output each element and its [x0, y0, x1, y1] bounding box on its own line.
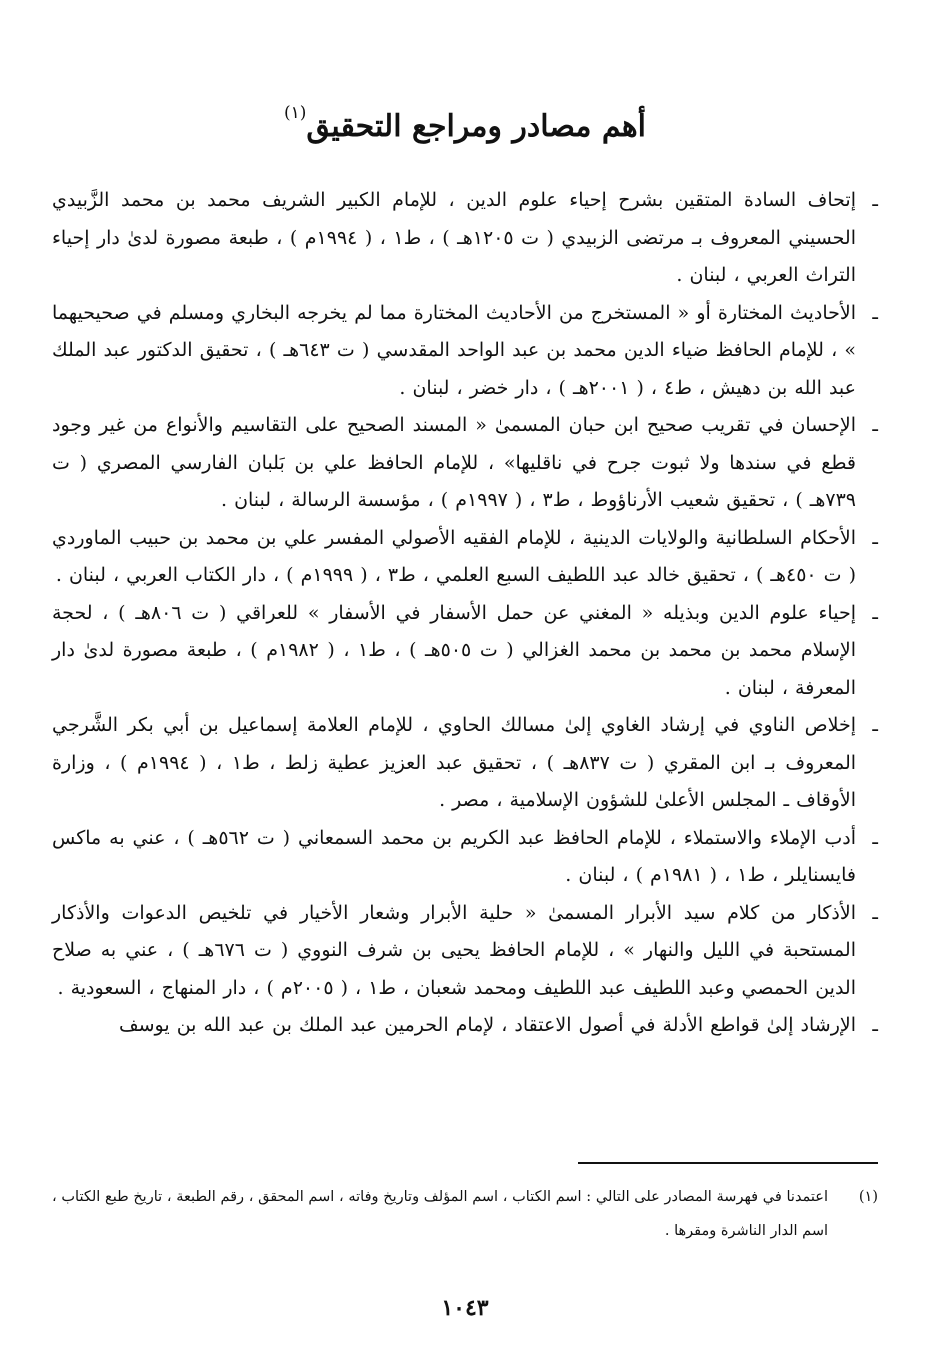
footnote [52, 1180, 878, 1248]
reference-entry: ـ إتحاف السادة المتقين بشرح إحياء علوم الدين ، للإمام الكبير الشريف محمد بن محمد الزَّبيدي الحسيني المعروف بـ مرتضى الزبيدي ( ت ١٢٠٥هـ ) ، ط١ ، ( ١٩٩٤م ) ، طبعة مصورة لدىٰ دار إحياء التراث العربي ، لبنان . [52, 182, 878, 295]
footnote-text: اعتمدنا في فهرسة المصادر على التالي : اسم الكتاب ، اسم المؤلف وتاريخ وفاته ، اسم المحقق ، رقم الطبعة ، تاريخ طبع الكتاب ، اسم الدار الناشرة ومقرها . [52, 1189, 828, 1239]
title-footnote-marker: (١) [283, 103, 307, 123]
reference-entry: ـ الإرشاد إلىٰ قواطع الأدلة في أصول الاعتقاد ، لإمام الحرمين عبد الملك بن عبد الله بن يوسف [52, 1007, 878, 1045]
page-title [52, 88, 878, 144]
reference-entry: ـ الأحاديث المختارة أو « المستخرج من الأحاديث المختارة مما لم يخرجه البخاري ومسلم في صحيحيهما » ، للإمام الحافظ ضياء الدين محمد بن عبد الواحد المقدسي ( ت ٦٤٣هـ ) ، تحقيق الدكتور عبد الملك عبد الله بن دهيش ، ط٤ ، ( ٢٠٠١هـ ) ، دار خضر ، لبنان . [52, 295, 878, 408]
reference-entry: ـ أدب الإملاء والاستملاء ، للإمام الحافظ عبد الكريم بن محمد السمعاني ( ت ٥٦٢هـ ) ، عني به ماكس فايسنايلر ، ط١ ، ( ١٩٨١م ) ، لبنان . [52, 820, 878, 895]
reference-entry: ـ الأحكام السلطانية والولايات الدينية ، للإمام الفقيه الأصولي المفسر علي بن محمد بن حبيب الماوردي ( ت ٤٥٠هـ ) ، تحقيق خالد عبد اللطيف السبع العلمي ، ط٣ ، ( ١٩٩٩م ) ، دار الكتاب العربي ، لبنان . [52, 520, 878, 595]
title-text: أهم مصادر ومراجع التحقيق [306, 109, 647, 144]
book-page [52, 88, 878, 1328]
reference-entry: ـ إحياء علوم الدين وبذيله « المغني عن حمل الأسفار في الأسفار » للعراقي ( ت ٨٠٦هـ ) ، لحجة الإسلام محمد بن محمد بن محمد الغزالي ( ت ٥٠٥هـ ) ، ط١ ، ( ١٩٨٢م ) ، طبعة مصورة لدىٰ دار المعرفة ، لبنان . [52, 595, 878, 708]
references-list [52, 182, 878, 1045]
page-number: ١٠٤٣ [441, 1295, 489, 1321]
footnote-separator [578, 1162, 878, 1164]
footnote-marker: (١) [858, 1189, 878, 1205]
reference-entry: ـ الإحسان في تقريب صحيح ابن حبان المسمىٰ « المسند الصحيح على التقاسيم والأنواع من غير وجود قطع في سندها ولا ثبوت جرح في ناقليها» ، للإمام الحافظ علي بن بَلبان الفارسي المصري ( ت ٧٣٩هـ ) ، تحقيق شعيب الأرناؤوط ، ط٣ ، ( ١٩٩٧م ) ، مؤسسة الرسالة ، لبنان . [52, 407, 878, 520]
reference-entry: ـ الأذكار من كلام سيد الأبرار المسمىٰ « حلية الأبرار وشعار الأخيار في تلخيص الدعوات والأذكار المستحبة في الليل والنهار » ، للإمام الحافظ يحيى بن شرف النووي ( ت ٦٧٦هـ ) ، عني به صلاح الدين الحمصي وعبد اللطيف عبد اللطيف ومحمد شعبان ، ط١ ، ( ٢٠٠٥م ) ، دار المنهاج ، السعودية . [52, 895, 878, 1008]
reference-entry: ـ إخلاص الناوي في إرشاد الغاوي إلىٰ مسالك الحاوي ، للإمام العلامة إسماعيل بن أبي بكر الشَّرجي المعروف بـ ابن المقري ( ت ٨٣٧هـ ) ، تحقيق عبد العزيز عطية زلط ، ط١ ، ( ١٩٩٤م ) ، وزارة الأوقاف ـ المجلس الأعلىٰ للشؤون الإسلامية ، مصر . [52, 707, 878, 820]
